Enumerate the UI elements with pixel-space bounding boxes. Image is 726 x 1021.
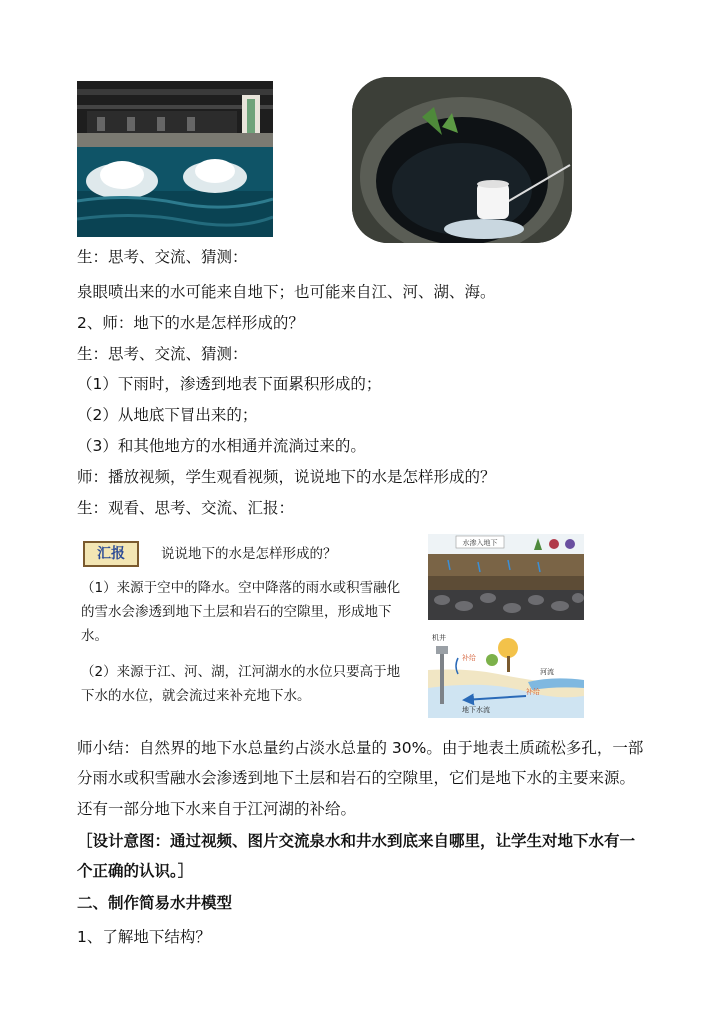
river-diagram-illustration [428, 630, 584, 718]
paragraph-teacher-video: 师：播放视频，学生观看视频，说说地下的水是怎样形成的？ [77, 468, 496, 486]
sub-question: 1、了解地下结构？ [77, 928, 211, 946]
paragraph-guess-1: （1）下雨时，渗透到地表下面累积形成的； [77, 375, 382, 393]
well-photo [352, 77, 572, 243]
paragraph-guess-3: （3）和其他地方的水相通并流淌过来的。 [77, 437, 366, 455]
recharge-label-2: 补给 [526, 688, 540, 696]
section-title: 二、制作简易水井模型 [77, 894, 233, 912]
paragraph-spring-source: 泉眼喷出来的水可能来自地下；也可能来自江、河、湖、海。 [77, 283, 496, 301]
paragraph-student-report: 生：观看、思考、交流、汇报： [77, 499, 295, 517]
river-label: 河流 [540, 668, 554, 676]
summary-line: 还有一部分地下水来自于江河湖的补给。 [77, 800, 357, 818]
soil-infiltration-diagram [428, 534, 584, 620]
spring-fountain-photo [77, 81, 273, 237]
report-point-1: （1）来源于空中的降水。空中降落的雨水或积雪融化的雪水会渗透到地下土层和岩石的空隙里，形成地下水。 [81, 580, 401, 644]
soil-diagram-illustration [428, 534, 584, 620]
spring-fountain-illustration [77, 81, 273, 237]
report-card [77, 530, 587, 720]
report-badge: 汇报 [83, 541, 139, 567]
report-question: 说说地下的水是怎样形成的？ [161, 546, 337, 562]
well-label: 机井 [432, 634, 446, 642]
summary-line: 师小结：自然界的地下水总量约占淡水总量的 30%。由于地表土质疏松多孔，一部 [77, 739, 644, 757]
paragraph-student-think: 生：思考、交流、猜测： [77, 345, 248, 363]
paragraph-teacher-question: 2、师：地下的水是怎样形成的？ [77, 314, 304, 332]
groundwater-label: 地下水流 [462, 706, 490, 714]
river-recharge-diagram [428, 630, 584, 718]
recharge-label-1: 补给 [462, 654, 476, 662]
soil-caption: 水渗入地下 [462, 539, 498, 547]
paragraph-student-think: 生：思考、交流、猜测： [77, 248, 248, 266]
design-intent-line: 个正确的认识。］ [77, 862, 194, 880]
well-illustration [352, 77, 572, 243]
report-point-2: （2）来源于江、河、湖，江河湖水的水位只要高于地下水的水位，就会流过来补充地下水。 [81, 664, 401, 704]
paragraph-guess-2: （2）从地底下冒出来的； [77, 406, 258, 424]
summary-line: 分雨水或积雪融水会渗透到地下土层和岩石的空隙里，它们是地下水的主要来源。 [77, 769, 636, 787]
design-intent-line: ［设计意图：通过视频、图片交流泉水和井水到底来自哪里，让学生对地下水有一 [77, 832, 636, 850]
